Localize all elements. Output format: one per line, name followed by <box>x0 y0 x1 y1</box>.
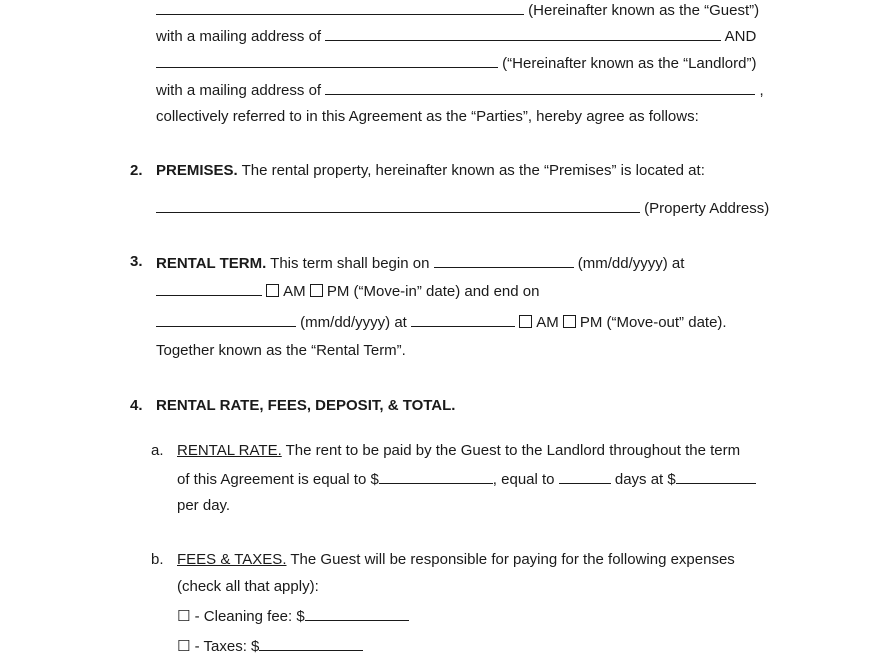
days-field[interactable] <box>559 469 611 484</box>
check-all-text: (check all that apply): <box>177 578 319 595</box>
comma-text: , <box>759 82 764 99</box>
cleaning-fee-line[interactable] <box>177 606 409 626</box>
cleaning-fee-label[interactable]: ☐ - Cleaning fee: $ <box>177 608 305 625</box>
move-in-time-field[interactable] <box>156 281 262 296</box>
rental-rate-heading: RENTAL RATE, FEES, DEPOSIT, & TOTAL. <box>156 397 456 414</box>
rental-rate-amount-line <box>177 469 756 489</box>
guest-address-line <box>156 26 756 46</box>
property-address-label: (Property Address) <box>644 200 770 217</box>
per-day-text: per day. <box>177 497 231 514</box>
daily-rate-field[interactable] <box>676 469 756 484</box>
section-4-number: 4. <box>130 397 143 414</box>
date-format-label-2: (mm/dd/yyyy) at <box>300 314 407 331</box>
start-date-field[interactable] <box>434 253 574 268</box>
landlord-address-line <box>156 80 764 100</box>
rental-rate-line <box>177 442 740 460</box>
mailing-address-label: with a mailing address of <box>156 28 322 45</box>
taxes-label[interactable]: ☐ - Taxes: $ <box>177 638 260 655</box>
taxes-field[interactable] <box>259 636 363 651</box>
subsection-a-letter: a. <box>151 442 164 459</box>
end-date-line <box>156 312 727 332</box>
and-label: AND <box>724 28 757 45</box>
date-format-label: (mm/dd/yyyy) at <box>577 255 685 272</box>
fees-taxes-text: The Guest will be responsible for paying for the following expenses <box>286 551 735 568</box>
move-in-pm-checkbox[interactable] <box>310 284 323 297</box>
guest-name-field[interactable] <box>156 0 524 15</box>
move-out-time-field[interactable] <box>411 312 515 327</box>
section-3-number: 3. <box>130 253 143 270</box>
landlord-name-field[interactable] <box>156 53 498 68</box>
pm-move-in-label: PM (“Move-in” date) and end on <box>326 283 540 300</box>
guest-address-field[interactable] <box>325 26 721 41</box>
move-out-am-checkbox[interactable] <box>519 315 532 328</box>
rental-rate-text: The rent to be paid by the Guest to the Landlord throughout the term <box>281 442 741 459</box>
pm-move-out-label: PM (“Move-out” date). <box>579 314 727 331</box>
am-label: AM <box>283 283 306 300</box>
guest-label: (Hereinafter known as the “Guest”) <box>528 2 760 19</box>
rental-term-together: Together known as the “Rental Term”. <box>156 342 406 359</box>
landlord-line <box>156 53 756 73</box>
move-in-time-line <box>156 281 539 301</box>
taxes-line[interactable] <box>177 636 363 656</box>
premises-heading: PREMISES. <box>156 162 238 179</box>
property-address-field[interactable] <box>156 198 640 213</box>
section-2-number: 2. <box>130 162 143 179</box>
parties-collective-text: collectively referred to in this Agreement as the “Parties”, hereby agree as follows: <box>156 108 699 125</box>
end-date-field[interactable] <box>156 312 296 327</box>
fees-taxes-line <box>177 551 735 569</box>
subsection-b-letter: b. <box>151 551 164 568</box>
days-at-label: days at $ <box>614 471 676 488</box>
am-label-2: AM <box>536 314 559 331</box>
rental-term-heading: RENTAL TERM. <box>156 255 267 272</box>
equal-to-label: , equal to <box>492 471 555 488</box>
rental-rate-title: RENTAL RATE. <box>177 442 282 459</box>
move-in-am-checkbox[interactable] <box>266 284 279 297</box>
mailing-address-label-2: with a mailing address of <box>156 82 322 99</box>
move-out-pm-checkbox[interactable] <box>563 315 576 328</box>
premises-text: The rental property, hereinafter known as the “Premises” is located at: <box>237 162 705 179</box>
rent-amount-field[interactable] <box>379 469 493 484</box>
cleaning-fee-field[interactable] <box>305 606 409 621</box>
property-address-line <box>156 198 769 218</box>
premises-line <box>156 162 705 180</box>
rental-term-text: This term shall begin on <box>266 255 430 272</box>
rent-amount-label: of this Agreement is equal to $ <box>177 471 379 488</box>
landlord-address-field[interactable] <box>325 80 755 95</box>
guest-line <box>156 0 759 20</box>
rental-term-line <box>156 253 684 273</box>
landlord-label: (“Hereinafter known as the “Landlord”) <box>502 55 757 72</box>
fees-taxes-title: FEES & TAXES. <box>177 551 287 568</box>
